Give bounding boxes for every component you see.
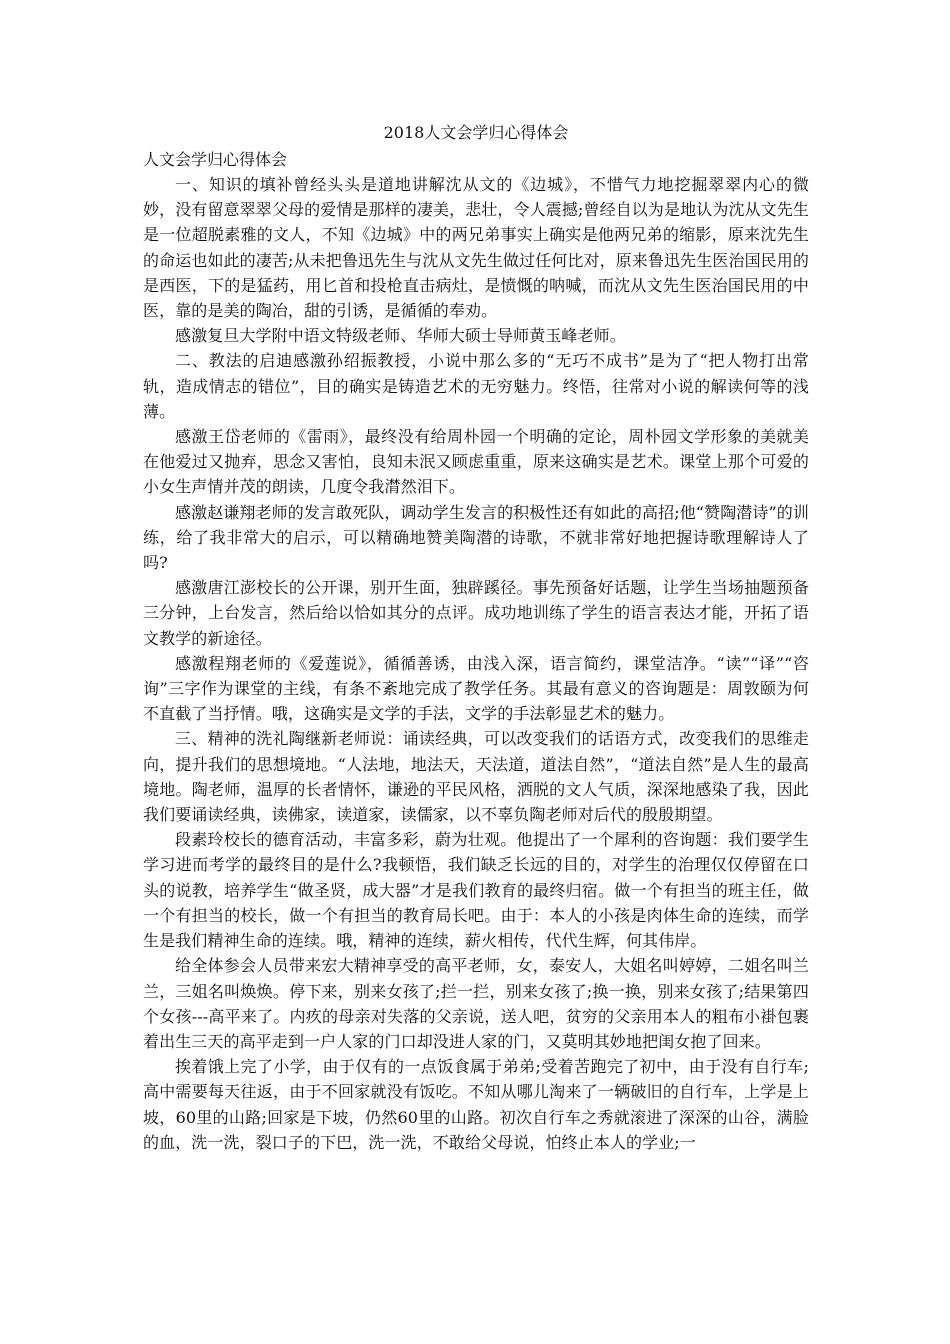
paragraph: 三、精神的洗礼陶继新老师说：诵读经典，可以改变我们的话语方式，改变我们的思维走向，提升我们的思想境地。“人法地，地法天，天法道，道法自然”，“道法自然”是人生的最高境地。陶老师，温厚的长者情怀，谦逊的平民风格，洒脱的文人气质，深深地感染了我，因此我们要诵读经典，读佛家，读道家，读儒家，以不辜负陶老师对后代的殷殷期望。: [143, 729, 809, 825]
document-subtitle: 人文会学归心得体会: [143, 150, 288, 169]
paragraph: 感激唐江澎校长的公开课，别开生面，独辟蹊径。事先预备好话题，让学生当场抽题预备三分钟，上台发言，然后给以恰如其分的点评。成功地训练了学生的语言表达才能，开拓了语文教学的新途径。: [143, 578, 809, 648]
paragraph: 挨着饿上完了小学，由于仅有的一点饭食属于弟弟;受着苦跑完了初中，由于没有自行车;高中需要每天往返，由于不回家就没有饭吃。不知从哪儿淘来了一辆破旧的自行车，上学是上坡，60里的山路;回家是下坡，仍然60里的山路。初次自行车之秀就滚进了深深的山谷，满脸的血，洗一洗，裂口子的下巴，洗一洗，不敢给父母说，怕终止本人的学业;一: [143, 1057, 809, 1152]
paragraph: 感激赵谦翔老师的发言敢死队，调动学生发言的积极性还有如此的高招;他“赞陶潜诗”的训练，给了我非常大的启示，可以精确地赞美陶潜的诗歌，不就非常好地把握诗歌理解诗人了吗?: [143, 502, 809, 573]
paragraph: 感激程翔老师的《爱莲说》，循循善诱，由浅入深，语言简约，课堂洁净。“读”“译”“咨询”三字作为课堂的主线，有条不紊地完成了教学任务。其最有意义的咨询题是：周敦颐为何不直截了当抒情。哦，这确实是文学的手法，文学的手法彰显艺术的魅力。: [143, 653, 809, 724]
document-page: [143, 120, 809, 1155]
paragraph: 给全体参会人员带来宏大精神享受的高平老师，女，泰安人，大姐名叫婷婷，二姐名叫兰兰，三姐名叫焕焕。停下来，别来女孩了;拦一拦，别来女孩了;换一换，别来女孩了;结果第四个女孩---高平来了。内疚的母亲对失落的父亲说，送人吧，贫穷的父亲用本人的粗布小褂包裹着出生三天的高平走到一户人家的门口却没进人家的门，又莫明其妙地把闺女抱了回来。: [143, 956, 809, 1051]
paragraph: 二、教法的启迪感激孙绍振教授，小说中那么多的“无巧不成书”是为了“把人物打出常轨，造成情志的错位”，目的确实是铸造艺术的无穷魅力。终悟，往常对小说的解读何等的浅薄。: [143, 351, 809, 421]
paragraph: 一、知识的填补曾经头头是道地讲解沈从文的《边城》，不惜气力地挖掘翠翠内心的微妙，没有留意翠翠父母的爱情是那样的凄美，悲壮，令人震撼;曾经自以为是地认为沈从文先生是一位超脱素雅的文人，不知《边城》中的两兄弟事实上确实是他两兄弟的缩影，原来沈先生的命运也如此的凄苦;从未把鲁迅先生与沈从文先生做过任何比对，原来鲁迅先生医治国民用的是西医，下的是猛药，用匕首和投枪直击病灶，是愤慨的呐喊，而沈从文先生医治国民用的中医，靠的是美的陶冶，甜的引诱，是循循的奉劝。: [143, 175, 809, 321]
paragraph: 段素玲校长的德育活动，丰富多彩，蔚为壮观。他提出了一个犀利的咨询题：我们要学生学习进而考学的最终目的是什么?我顿悟，我们缺乏长远的目的，对学生的治理仅仅停留在口头的说教，培养学生“做圣贤，成大器”才是我们教育的最终归宿。做一个有担当的班主任，做一个有担当的校长，做一个有担当的教育局长吧。由于：本人的小孩是肉体生命的连续，而学生是我们精神生命的连续。哦，精神的连续，薪火相传，代代生辉，何其伟岸。: [143, 830, 809, 951]
document-title: 2018人文会学归心得体会: [383, 123, 569, 142]
paragraph: 感激复旦大学附中语文特级老师、华师大硕士导师黄玉峰老师。: [175, 326, 626, 346]
paragraph: 感激王岱老师的《雷雨》，最终没有给周朴园一个明确的定论，周朴园文学形象的美就美在他爱过又抛弃，思念又害怕，良知未泯又顾虑重重，原来这确实是艺术。课堂上那个可爱的小女生声情并茂的朗读，几度令我潸然泪下。: [143, 427, 809, 497]
